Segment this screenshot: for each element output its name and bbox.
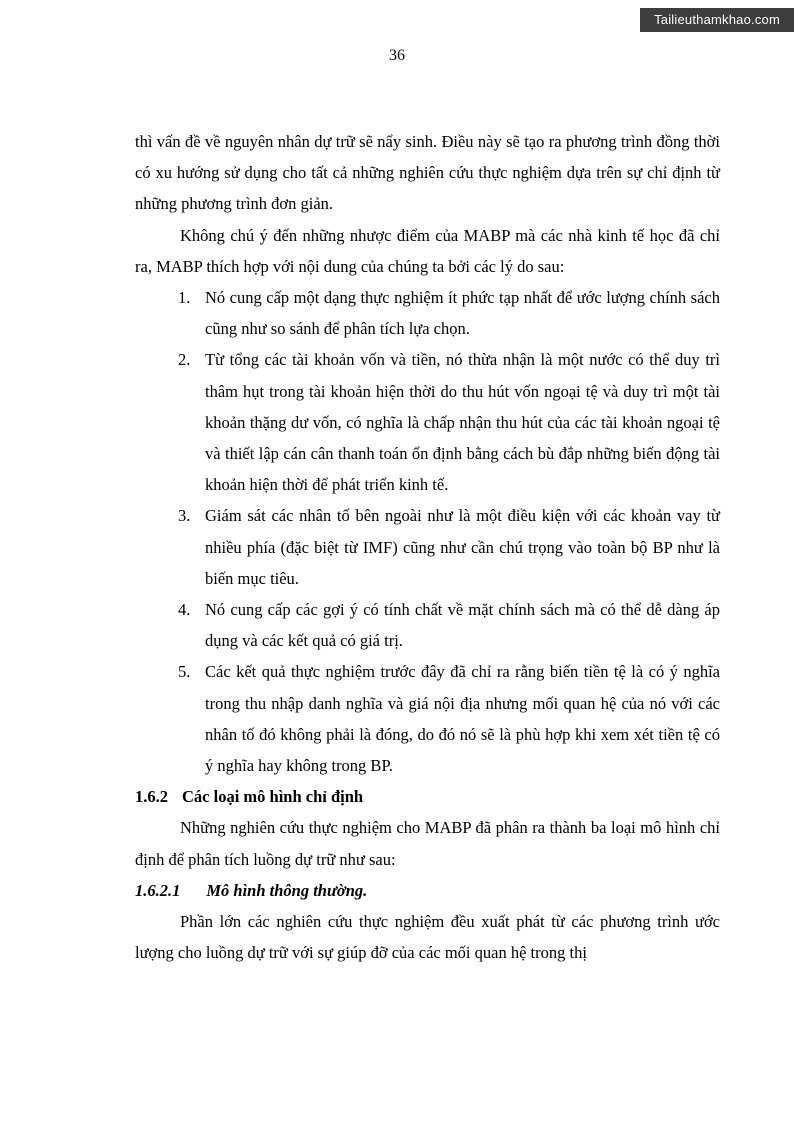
list-item-text: Giám sát các nhân tố bên ngoài như là một điều kiện với các khoản vay từ nhiều phía (đặc biệt từ IMF) cũng như cần chú trọng vào toàn bộ BP như là biến mục tiêu. (205, 506, 720, 588)
subsection-heading-title: Mô hình thông thường. (206, 880, 368, 900)
subsection-heading (135, 875, 720, 906)
section-heading-title: Các loại mô hình chỉ định (182, 787, 364, 807)
watermark: Tailieuthamkhao.com (640, 8, 794, 32)
list-item-text: Các kết quả thực nghiệm trước đây đã chỉ ra rằng biến tiền tệ là có ý nghĩa trong thu nhập danh nghĩa và giá nội địa nhưng mối quan hệ của nó với các nhân tố đó không phải là đóng, do đó nó sẽ là phù hợp khi xem xét tiền tệ có ý nghĩa hay không trong BP. (205, 662, 720, 776)
list-item-number: 3. (178, 506, 191, 526)
subsection-heading-number: 1.6.2.1 (135, 880, 181, 900)
list-item-number: 1. (178, 288, 191, 308)
list-item (135, 500, 720, 594)
list-item-number: 5. (178, 662, 191, 682)
list-item (135, 344, 720, 500)
paragraph: thì vấn đề về nguyên nhân dự trữ sẽ nẩy sinh. Điều này sẽ tạo ra phương trình đồng thời có xu hướng sử dụng cho tất cả những nghiên cứu thực nghiệm dựa trên sự chỉ định từ những phương trình đơn giản. (135, 132, 720, 214)
list-item-number: 4. (178, 600, 191, 620)
list-item-text: Nó cung cấp một dạng thực nghiệm ít phức tạp nhất để ước lượng chính sách cũng như so sánh để phân tích lựa chọn. (205, 288, 720, 339)
list-item-text: Từ tổng các tài khoản vốn và tiền, nó thừa nhận là một nước có thể duy trì thâm hụt trong tài khoản hiện thời do thu hút vốn ngoại tệ và duy trì một tài khoản thặng dư vốn, có nghĩa là chấp nhận thu hút của các tài khoản ngoại tệ và thiết lập cán cân thanh toán ổn định bằng cách bù đắp những biến động tài khoản hiện thời để phát triển kinh tế. (205, 350, 720, 495)
list-item (135, 656, 720, 781)
paragraph: Những nghiên cứu thực nghiệm cho MABP đã phân ra thành ba loại mô hình chỉ định để phân tích luồng dự trữ như sau: (135, 818, 720, 869)
section-heading (135, 781, 720, 812)
page-number: 36 (389, 47, 405, 64)
numbered-list (135, 282, 720, 781)
document-body (135, 126, 720, 968)
paragraph: Phần lớn các nghiên cứu thực nghiệm đều xuất phát từ các phương trình ước lượng cho luồng dự trữ với sự giúp đỡ của các mối quan hệ trong thị (135, 912, 720, 963)
paragraph: Không chú ý đến những nhược điểm của MABP mà các nhà kinh tế học đã chỉ ra, MABP thích hợp với nội dung của chúng ta bởi các lý do sau: (135, 225, 720, 276)
list-item (135, 594, 720, 656)
list-item-text: Nó cung cấp các gợi ý có tính chất về mặt chính sách mà có thể dễ dàng áp dụng và các kết quả có giá trị. (205, 600, 720, 651)
list-item-number: 2. (178, 350, 191, 370)
list-item (135, 282, 720, 344)
section-heading-number: 1.6.2 (135, 787, 168, 807)
